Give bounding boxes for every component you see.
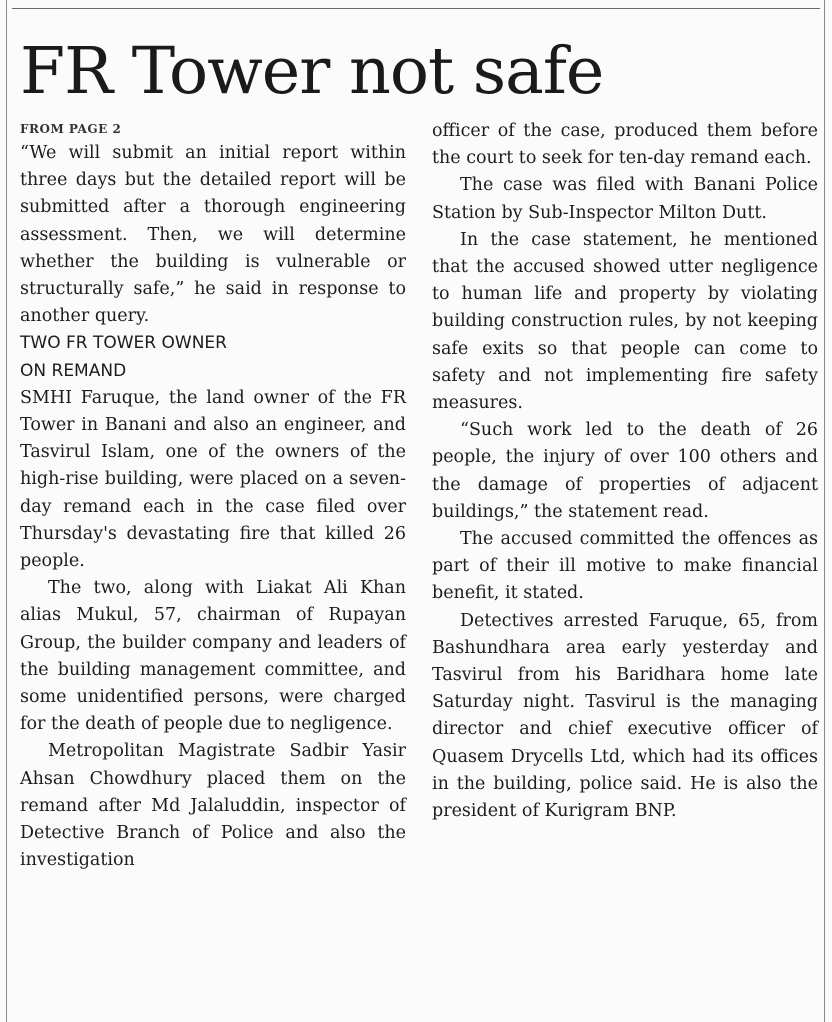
paragraph: In the case statement, he mentioned that the accused showed utter negligence to human life and property by violating building construction rules, by not keeping safe exits so that people can come to safety and not implementing fire safety measures. (432, 229, 818, 414)
paragraph: Detectives arrested Faruque, 65, from Bashundhara area early yesterday and Tasvirul from his Baridhara home late Saturday night. Tasvirul is the managing director and chief executive officer of Quasem Drycells Ltd, which had its offices in the building, police said. He is also the president of Kurigram BNP. (432, 610, 818, 822)
subhead-line: TWO FR TOWER OWNER (20, 333, 227, 354)
paragraph: “We will submit an initial report within three days but the detailed report will be submitted after a thorough engineering assessment. Then, we will determine whether the building is vulnerable or structurally safe,” he said in response to another query. (20, 143, 406, 327)
column-right (432, 118, 818, 825)
column-left (20, 118, 406, 874)
paragraph: “Such work led to the death of 26 people, the injury of over 100 others and the damage of properties of adjacent buildings,” the statement read. (432, 420, 818, 522)
paragraph: SMHI Faruque, the land owner of the FR Tower in Banani and also an engineer, and Tasvirul Islam, one of the owners of the high-rise building, were placed on a seven-day remand each in the case filed over Thursday's devastating fire that killed 26 people. (20, 387, 406, 572)
paragraph: The two, along with Liakat Ali Khan alias Mukul, 57, chairman of Rupayan Group, the builder company and leaders of the building management committee, and some unidentified persons, were charged for the death of people due to negligence. (20, 578, 406, 735)
continuation-kicker: FROM PAGE 2 (20, 122, 122, 136)
subhead (20, 330, 406, 384)
subhead-line: ON REMAND (20, 360, 127, 381)
left-border (6, 0, 7, 1022)
right-border (824, 0, 825, 1022)
paragraph: The accused committed the offences as part of their ill motive to make financial benefit, it stated. (432, 529, 818, 604)
paragraph: officer of the case, produced them before the court to seek for ten-day remand each. (432, 121, 818, 169)
paragraph: Metropolitan Magistrate Sadbir Yasir Ahsan Chowdhury placed them on the remand after Md Jalaluddin, inspector of Detective Branch of Police and also the investigation (20, 741, 406, 871)
paragraph: The case was filed with Banani Police Station by Sub-Inspector Milton Dutt. (432, 175, 818, 223)
headline: FR Tower not safe (20, 34, 604, 109)
top-rule (12, 8, 820, 9)
